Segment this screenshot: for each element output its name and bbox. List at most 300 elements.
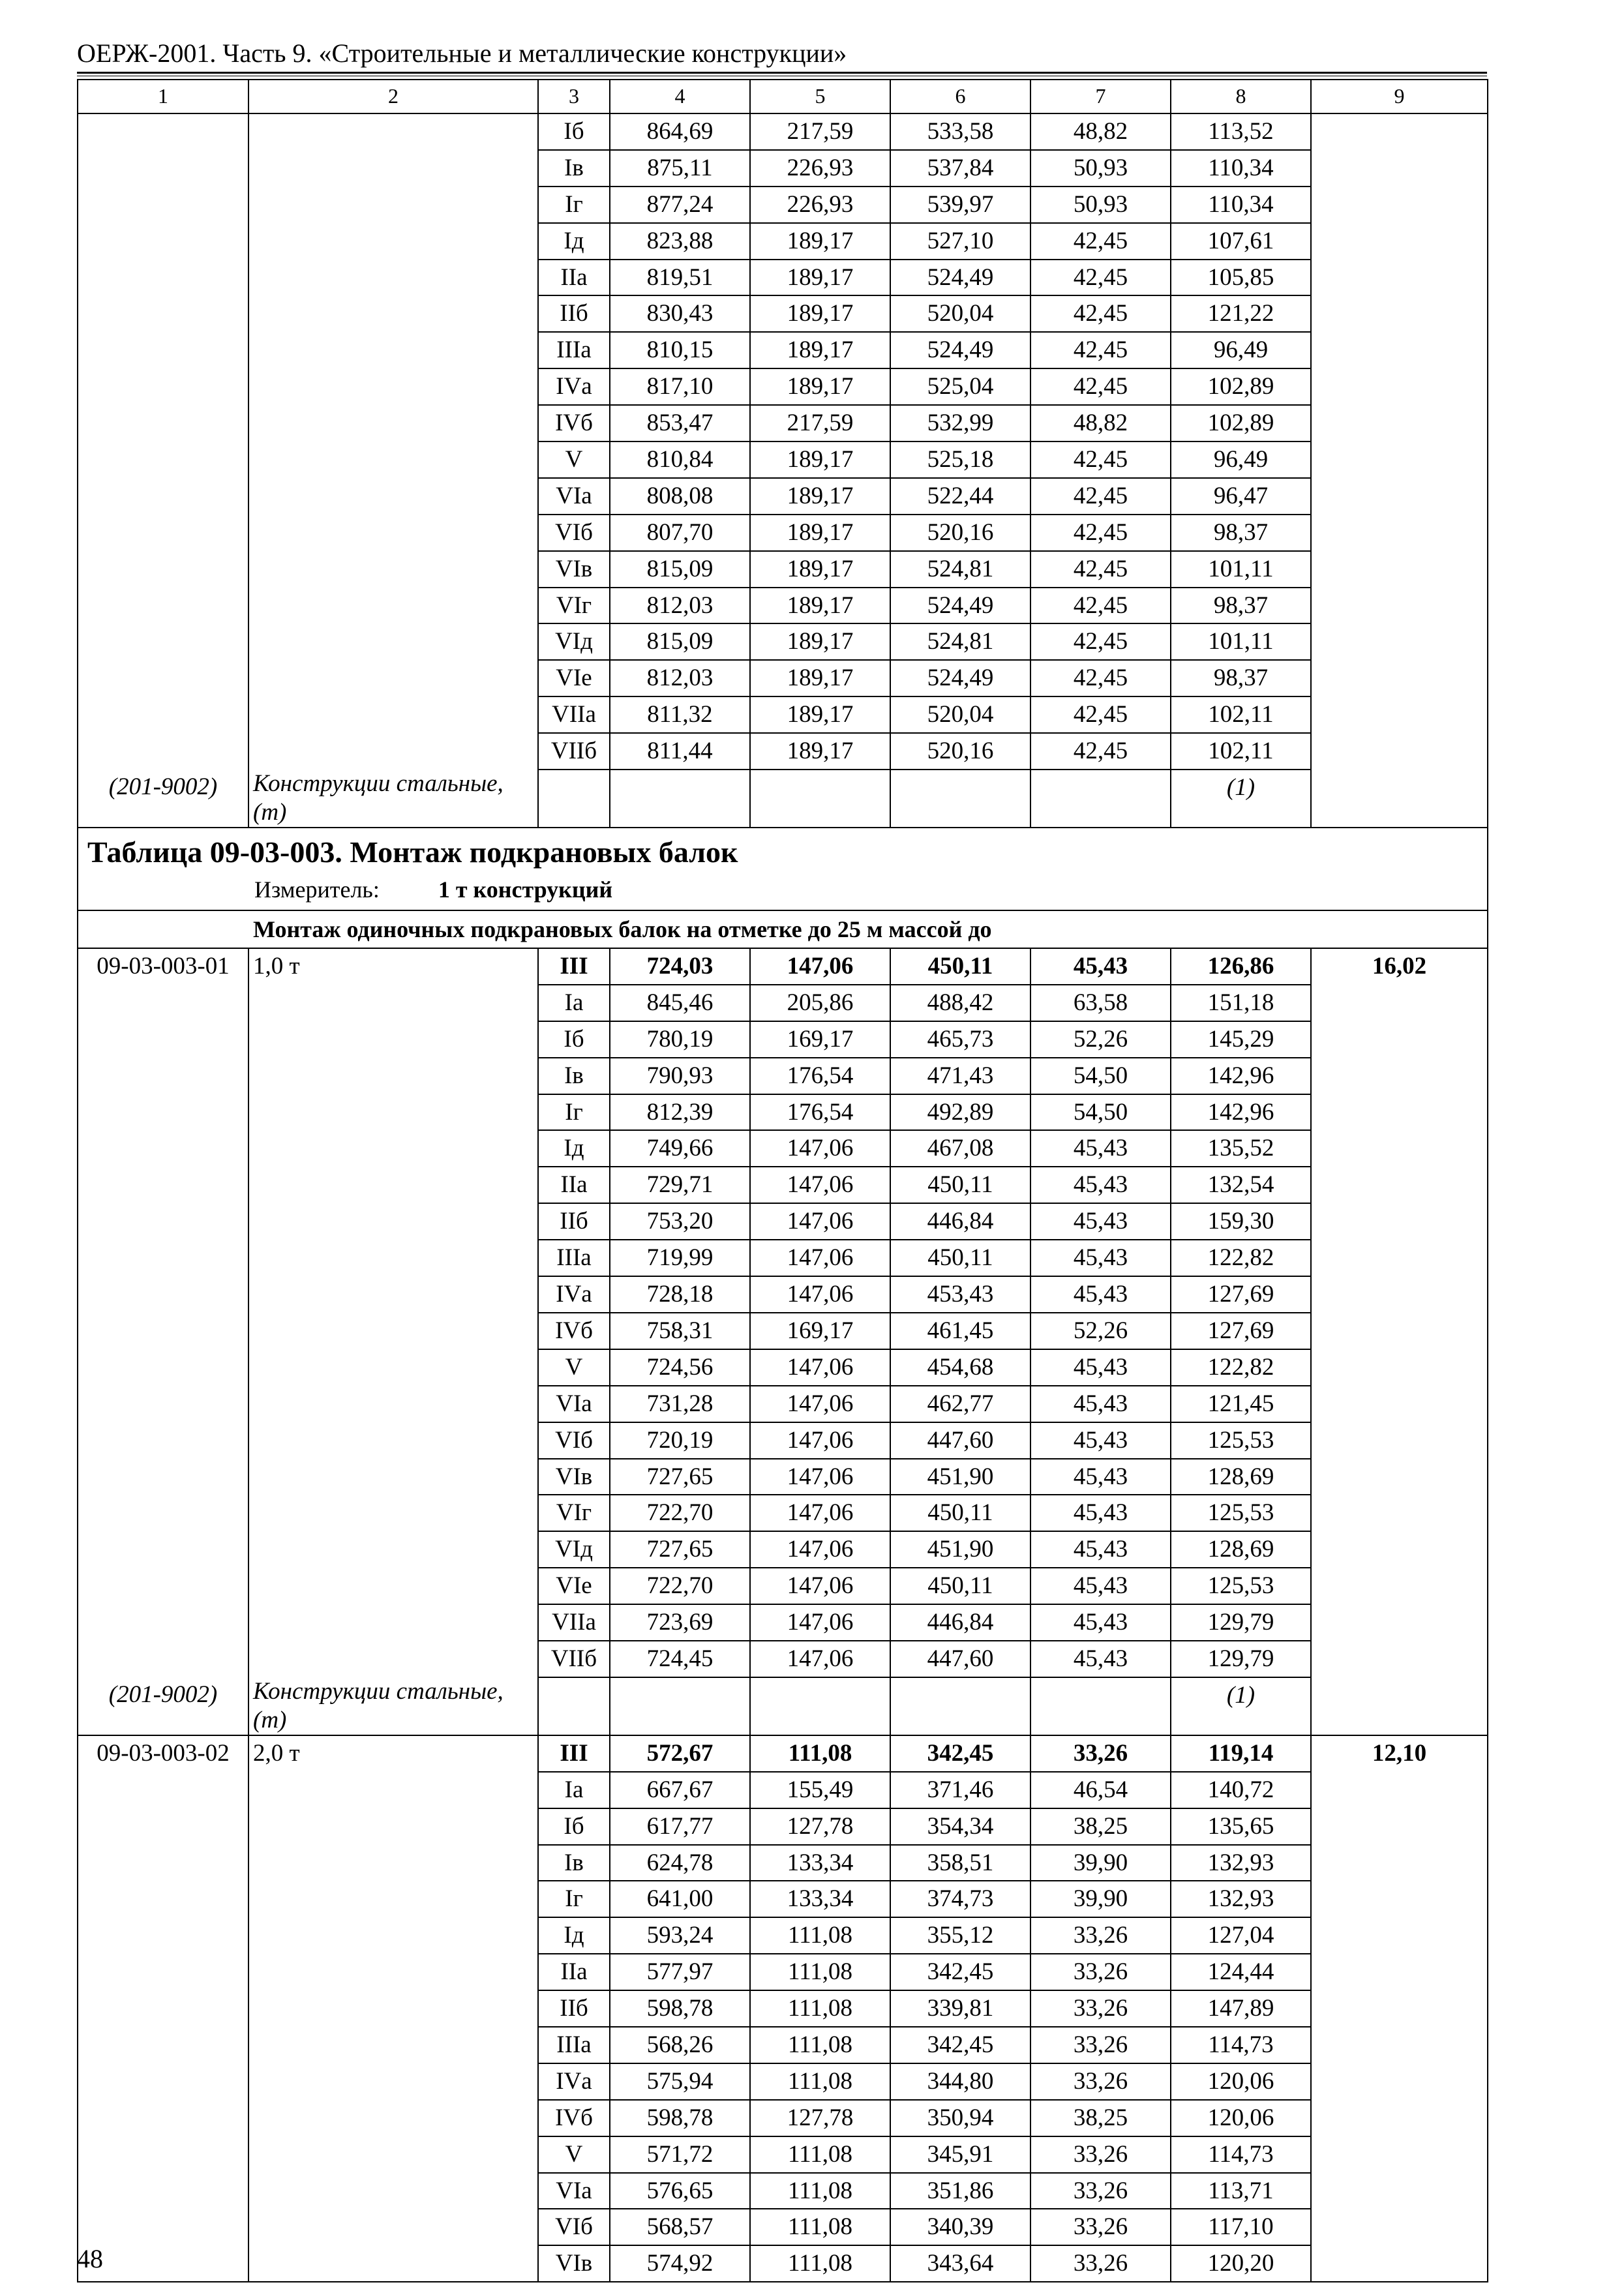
value-col-4: 727,65 (610, 1531, 750, 1568)
labor-cost (1311, 2063, 1488, 2100)
value-col-7: 38,25 (1030, 2100, 1171, 2136)
zone-code: VIе (538, 660, 610, 696)
rate-code (78, 441, 248, 478)
value-col-8: 119,14 (1171, 1735, 1311, 1772)
value-col-5: 111,08 (750, 2063, 890, 2100)
value-col-8: 105,85 (1171, 260, 1311, 296)
value-col-5: 147,06 (750, 1386, 890, 1422)
value-col-5: 147,06 (750, 1641, 890, 1677)
value-col-6: 527,10 (890, 223, 1030, 260)
value-col-4: 811,44 (610, 733, 750, 770)
zone-code: VIе (538, 1568, 610, 1604)
value-col-6: 351,86 (890, 2173, 1030, 2209)
labor-cost: 16,02 (1311, 948, 1488, 985)
value-col-6: 350,94 (890, 2100, 1030, 2136)
work-name (248, 1094, 538, 1131)
work-name (248, 441, 538, 478)
table-row (78, 515, 1488, 551)
value-col-5: 189,17 (750, 295, 890, 332)
zone-code: IIIа (538, 332, 610, 368)
value-col-7: 42,45 (1030, 478, 1171, 515)
rate-code (78, 2136, 248, 2173)
rate-code (78, 2245, 248, 2282)
rate-code (78, 1386, 248, 1422)
rate-code (78, 1917, 248, 1954)
labor-cost (1311, 1313, 1488, 1349)
value-col-5: 111,08 (750, 1990, 890, 2027)
value-col-5: 217,59 (750, 113, 890, 150)
labor-cost (1311, 1386, 1488, 1422)
work-name (248, 2173, 538, 2209)
norms-table (77, 79, 1488, 2282)
rate-code (78, 551, 248, 588)
value-col-6: 454,68 (890, 1349, 1030, 1386)
rate-code: 09-03-003-02 (78, 1735, 248, 1772)
value-col-7: 48,82 (1030, 113, 1171, 150)
zone-code: VIб (538, 2209, 610, 2245)
value-col-8: 120,06 (1171, 2100, 1311, 2136)
empty-cell (1311, 770, 1488, 828)
table-row (78, 1240, 1488, 1276)
table-row (78, 1845, 1488, 1881)
value-col-4: 810,15 (610, 332, 750, 368)
value-col-7: 45,43 (1030, 1130, 1171, 1167)
zone-code: IIа (538, 260, 610, 296)
value-col-7: 39,90 (1030, 1845, 1171, 1881)
value-col-8: 102,11 (1171, 733, 1311, 770)
table-row (78, 985, 1488, 1021)
value-col-4: 719,99 (610, 1240, 750, 1276)
value-col-5: 169,17 (750, 1021, 890, 1058)
value-col-4: 875,11 (610, 150, 750, 187)
measure-line (254, 876, 1478, 903)
zone-code: IIIа (538, 1240, 610, 1276)
value-col-5: 111,08 (750, 2173, 890, 2209)
zone-code: Iв (538, 1058, 610, 1094)
labor-cost (1311, 733, 1488, 770)
value-col-5: 189,17 (750, 660, 890, 696)
value-col-5: 111,08 (750, 1917, 890, 1954)
value-col-6: 539,97 (890, 187, 1030, 223)
value-col-6: 532,99 (890, 405, 1030, 441)
value-col-8: 135,65 (1171, 1808, 1311, 1845)
work-name (248, 1240, 538, 1276)
value-col-8: 98,37 (1171, 660, 1311, 696)
work-name (248, 1845, 538, 1881)
value-col-7: 33,26 (1030, 2173, 1171, 2209)
column-header: 2 (248, 80, 538, 113)
value-col-4: 758,31 (610, 1313, 750, 1349)
rate-code (78, 1167, 248, 1203)
column-header: 5 (750, 80, 890, 113)
value-col-7: 45,43 (1030, 1568, 1171, 1604)
work-name (248, 187, 538, 223)
table-row (78, 478, 1488, 515)
value-col-7: 45,43 (1030, 1531, 1171, 1568)
labor-cost (1311, 1531, 1488, 1568)
labor-cost (1311, 223, 1488, 260)
value-col-7: 52,26 (1030, 1021, 1171, 1058)
value-col-7: 46,54 (1030, 1772, 1171, 1808)
zone-code: IIб (538, 1990, 610, 2027)
value-col-5: 189,17 (750, 260, 890, 296)
value-col-4: 667,67 (610, 1772, 750, 1808)
labor-cost (1311, 1021, 1488, 1058)
value-col-5: 147,06 (750, 1203, 890, 1240)
work-name (248, 1386, 538, 1422)
column-header: 6 (890, 80, 1030, 113)
value-col-6: 524,49 (890, 260, 1030, 296)
value-col-8: 102,89 (1171, 368, 1311, 405)
value-col-5: 147,06 (750, 1240, 890, 1276)
value-col-5: 205,86 (750, 985, 890, 1021)
table-row (78, 1772, 1488, 1808)
value-col-8: 113,52 (1171, 113, 1311, 150)
value-col-7: 45,43 (1030, 948, 1171, 985)
table-row (78, 332, 1488, 368)
value-col-7: 45,43 (1030, 1276, 1171, 1313)
value-col-4: 807,70 (610, 515, 750, 551)
value-col-6: 371,46 (890, 1772, 1030, 1808)
value-col-7: 42,45 (1030, 223, 1171, 260)
value-col-4: 864,69 (610, 113, 750, 150)
work-name: 1,0 т (248, 948, 538, 985)
value-col-4: 728,18 (610, 1276, 750, 1313)
value-col-7: 42,45 (1030, 696, 1171, 733)
labor-cost: 12,10 (1311, 1735, 1488, 1772)
value-col-7: 42,45 (1030, 551, 1171, 588)
value-col-4: 727,65 (610, 1459, 750, 1495)
value-col-4: 815,09 (610, 551, 750, 588)
value-col-5: 147,06 (750, 1349, 890, 1386)
work-name (248, 332, 538, 368)
zone-code: VIIб (538, 1641, 610, 1677)
value-col-6: 450,11 (890, 1167, 1030, 1203)
value-col-8: 96,49 (1171, 332, 1311, 368)
labor-cost (1311, 150, 1488, 187)
labor-cost (1311, 1349, 1488, 1386)
value-col-8: 159,30 (1171, 1203, 1311, 1240)
work-name (248, 1313, 538, 1349)
value-col-5: 111,08 (750, 2245, 890, 2282)
value-col-6: 524,49 (890, 660, 1030, 696)
value-col-4: 780,19 (610, 1021, 750, 1058)
value-col-8: 132,93 (1171, 1881, 1311, 1917)
value-col-7: 33,26 (1030, 2209, 1171, 2245)
value-col-8: 96,47 (1171, 478, 1311, 515)
zone-code: VIг (538, 588, 610, 624)
value-col-7: 48,82 (1030, 405, 1171, 441)
labor-cost (1311, 295, 1488, 332)
value-col-8: 145,29 (1171, 1021, 1311, 1058)
zone-code: VIв (538, 2245, 610, 2282)
rate-code (78, 1808, 248, 1845)
value-col-8: 126,86 (1171, 948, 1311, 985)
work-name (248, 1917, 538, 1954)
empty-cell (750, 1677, 890, 1735)
empty-cell (1030, 1677, 1171, 1735)
empty-cell (538, 770, 610, 828)
labor-cost (1311, 2027, 1488, 2063)
value-col-8: 114,73 (1171, 2136, 1311, 2173)
value-col-8: 121,22 (1171, 295, 1311, 332)
value-col-4: 568,26 (610, 2027, 750, 2063)
rate-code (78, 1568, 248, 1604)
empty-cell (610, 770, 750, 828)
rate-code (78, 113, 248, 150)
zone-code: Iа (538, 1772, 610, 1808)
value-col-7: 63,58 (1030, 985, 1171, 1021)
value-col-8: 140,72 (1171, 1772, 1311, 1808)
value-col-7: 42,45 (1030, 660, 1171, 696)
rate-code (78, 1495, 248, 1531)
value-col-7: 45,43 (1030, 1386, 1171, 1422)
value-col-7: 50,93 (1030, 187, 1171, 223)
labor-cost (1311, 332, 1488, 368)
labor-cost (1311, 1167, 1488, 1203)
value-col-4: 724,56 (610, 1349, 750, 1386)
value-col-8: 128,69 (1171, 1459, 1311, 1495)
work-name (248, 551, 538, 588)
value-col-6: 524,81 (890, 551, 1030, 588)
table-row (78, 1313, 1488, 1349)
table-row (78, 1203, 1488, 1240)
table-row (78, 113, 1488, 150)
value-col-7: 42,45 (1030, 260, 1171, 296)
value-col-7: 45,43 (1030, 1641, 1171, 1677)
value-col-5: 147,06 (750, 1130, 890, 1167)
table-row (78, 187, 1488, 223)
zone-code: IVб (538, 405, 610, 441)
value-col-5: 111,08 (750, 1954, 890, 1990)
table-row (78, 2063, 1488, 2100)
work-name (248, 1203, 538, 1240)
value-col-8: 142,96 (1171, 1094, 1311, 1131)
value-col-6: 358,51 (890, 1845, 1030, 1881)
empty-cell (1311, 1677, 1488, 1735)
empty-cell (750, 770, 890, 828)
rate-code (78, 660, 248, 696)
column-header-row (78, 80, 1488, 113)
labor-cost (1311, 1495, 1488, 1531)
table-row (78, 1021, 1488, 1058)
table-row (78, 660, 1488, 696)
table-row (78, 2209, 1488, 2245)
zone-code: IVб (538, 1313, 610, 1349)
value-col-5: 111,08 (750, 2136, 890, 2173)
labor-cost (1311, 1130, 1488, 1167)
rate-code (78, 1845, 248, 1881)
labor-cost (1311, 1422, 1488, 1459)
value-col-4: 731,28 (610, 1386, 750, 1422)
rate-code (78, 478, 248, 515)
value-col-8: 120,20 (1171, 2245, 1311, 2282)
value-col-8: 124,44 (1171, 1954, 1311, 1990)
value-col-6: 467,08 (890, 1130, 1030, 1167)
labor-cost (1311, 623, 1488, 660)
labor-cost (1311, 1641, 1488, 1677)
value-col-6: 447,60 (890, 1422, 1030, 1459)
value-col-6: 537,84 (890, 150, 1030, 187)
labor-cost (1311, 1881, 1488, 1917)
value-col-4: 823,88 (610, 223, 750, 260)
table-row (78, 1058, 1488, 1094)
table-row (78, 295, 1488, 332)
value-col-6: 471,43 (890, 1058, 1030, 1094)
work-name (248, 1604, 538, 1641)
work-name (248, 985, 538, 1021)
zone-code: Iг (538, 187, 610, 223)
value-col-8: 114,73 (1171, 2027, 1311, 2063)
value-col-4: 598,78 (610, 2100, 750, 2136)
page-number: 48 (77, 2244, 103, 2273)
rate-code (78, 1641, 248, 1677)
zone-code: IIа (538, 1954, 610, 1990)
labor-cost (1311, 551, 1488, 588)
value-col-4: 572,67 (610, 1735, 750, 1772)
value-col-4: 877,24 (610, 187, 750, 223)
rate-code (78, 260, 248, 296)
value-col-5: 189,17 (750, 696, 890, 733)
labor-cost (1311, 2245, 1488, 2282)
work-name (248, 1881, 538, 1917)
work-name (248, 1808, 538, 1845)
column-header: 8 (1171, 80, 1311, 113)
zone-code: VIб (538, 515, 610, 551)
work-name: 2,0 т (248, 1735, 538, 1772)
value-col-8: 151,18 (1171, 985, 1311, 1021)
value-col-7: 33,26 (1030, 1990, 1171, 2027)
value-col-5: 127,78 (750, 2100, 890, 2136)
material-qty: (1) (1171, 1677, 1311, 1735)
labor-cost (1311, 2100, 1488, 2136)
table-row (78, 150, 1488, 187)
table-row (78, 1568, 1488, 1604)
value-col-4: 624,78 (610, 1845, 750, 1881)
empty-cell (538, 1677, 610, 1735)
rate-code (78, 1990, 248, 2027)
value-col-5: 147,06 (750, 1459, 890, 1495)
value-col-7: 54,50 (1030, 1094, 1171, 1131)
value-col-8: 122,82 (1171, 1240, 1311, 1276)
rate-code (78, 515, 248, 551)
empty-cell (610, 1677, 750, 1735)
table-row (78, 588, 1488, 624)
value-col-8: 122,82 (1171, 1349, 1311, 1386)
table-row (78, 441, 1488, 478)
value-col-8: 129,79 (1171, 1604, 1311, 1641)
value-col-6: 520,16 (890, 515, 1030, 551)
rate-code (78, 1349, 248, 1386)
table-row (78, 551, 1488, 588)
value-col-5: 147,06 (750, 1167, 890, 1203)
value-col-5: 111,08 (750, 2027, 890, 2063)
value-col-8: 129,79 (1171, 1641, 1311, 1677)
value-col-7: 45,43 (1030, 1495, 1171, 1531)
value-col-4: 830,43 (610, 295, 750, 332)
labor-cost (1311, 1954, 1488, 1990)
zone-code: VIд (538, 623, 610, 660)
labor-cost (1311, 985, 1488, 1021)
labor-cost (1311, 660, 1488, 696)
table-row (78, 368, 1488, 405)
value-col-5: 133,34 (750, 1881, 890, 1917)
value-col-6: 462,77 (890, 1386, 1030, 1422)
zone-code: Iд (538, 1917, 610, 1954)
value-col-5: 176,54 (750, 1094, 890, 1131)
labor-cost (1311, 2136, 1488, 2173)
value-col-8: 132,93 (1171, 1845, 1311, 1881)
table-body (78, 80, 1488, 2282)
labor-cost (1311, 2209, 1488, 2245)
value-col-5: 226,93 (750, 150, 890, 187)
value-col-6: 525,04 (890, 368, 1030, 405)
value-col-6: 342,45 (890, 1954, 1030, 1990)
zone-code: Iв (538, 150, 610, 187)
value-col-5: 147,06 (750, 1568, 890, 1604)
work-name (248, 1990, 538, 2027)
table-row (78, 696, 1488, 733)
labor-cost (1311, 1459, 1488, 1495)
value-col-5: 133,34 (750, 1845, 890, 1881)
zone-code: VIв (538, 551, 610, 588)
value-col-6: 374,73 (890, 1881, 1030, 1917)
zone-code: VIд (538, 1531, 610, 1568)
value-col-5: 189,17 (750, 551, 890, 588)
empty-cell (890, 770, 1030, 828)
value-col-6: 520,04 (890, 696, 1030, 733)
work-name (248, 1568, 538, 1604)
value-col-8: 120,06 (1171, 2063, 1311, 2100)
zone-code: IVб (538, 2100, 610, 2136)
work-name (248, 478, 538, 515)
labor-cost (1311, 405, 1488, 441)
value-col-6: 344,80 (890, 2063, 1030, 2100)
work-name (248, 1459, 538, 1495)
value-col-6: 450,11 (890, 1495, 1030, 1531)
work-name (248, 515, 538, 551)
work-name (248, 1954, 538, 1990)
value-col-4: 812,39 (610, 1094, 750, 1131)
value-col-7: 42,45 (1030, 441, 1171, 478)
value-col-8: 128,69 (1171, 1531, 1311, 1568)
value-col-8: 110,34 (1171, 187, 1311, 223)
value-col-6: 345,91 (890, 2136, 1030, 2173)
table-row (78, 1917, 1488, 1954)
value-col-8: 101,11 (1171, 551, 1311, 588)
value-col-4: 593,24 (610, 1917, 750, 1954)
value-col-6: 465,73 (890, 1021, 1030, 1058)
work-name (248, 1531, 538, 1568)
value-col-7: 33,26 (1030, 1954, 1171, 1990)
material-name: Конструкции стальные, (т) (248, 770, 538, 828)
table-row (78, 2245, 1488, 2282)
table-row (78, 2027, 1488, 2063)
value-col-5: 147,06 (750, 1495, 890, 1531)
rate-code (78, 1240, 248, 1276)
empty-cell (890, 1677, 1030, 1735)
value-col-5: 147,06 (750, 1422, 890, 1459)
rate-code (78, 295, 248, 332)
value-col-5: 189,17 (750, 223, 890, 260)
labor-cost (1311, 441, 1488, 478)
value-col-7: 38,25 (1030, 1808, 1171, 1845)
value-col-5: 147,06 (750, 1604, 890, 1641)
labor-cost (1311, 1990, 1488, 2027)
rate-code (78, 2100, 248, 2136)
table-row (78, 1531, 1488, 1568)
value-col-8: 127,69 (1171, 1276, 1311, 1313)
